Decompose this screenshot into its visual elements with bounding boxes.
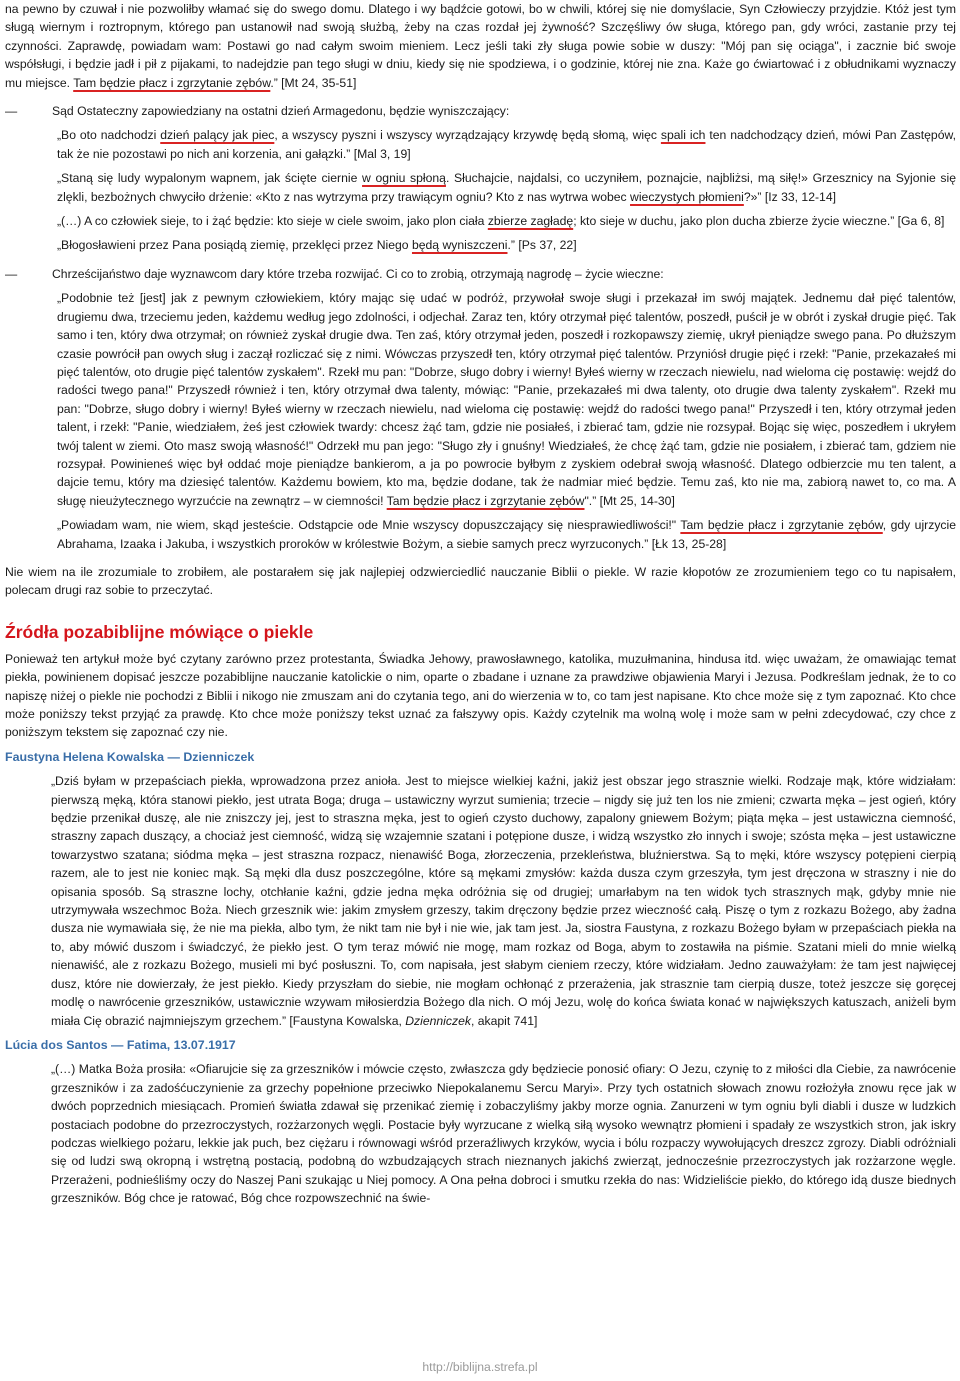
footer-url: http://biblijna.strefa.pl [422,1360,538,1374]
section-heading: Źródła pozabiblijne mówiące o piekle [5,621,314,642]
dash-bullet: — [5,104,18,119]
underlined-phrase: wieczystych płomieni [630,189,744,204]
quote-ga: „(…) A co człowiek sieje, to i żąć będzie: kto sieje w ciele swoim, jako plon ciała zbierze zagładę; kto sieje w duchu, jako plon ducha zbierze życie wieczne.” [Ga 6, 8] [57,214,945,229]
underlined-phrase: zbierze zagładę [487,214,574,229]
intro-paragraph: Ponieważ ten artykuł może być czytany zarówno przez protestanta, Świadka Jehowy, prawosławnego, katolika, muzułmanina, hindusa itd. więc uważam, że omawiając temat piekła, powinienem dopisać jeszcze pozabiblijne nauczanie katolickie o nim, oparte o zbadane i uznane za prawdziwe objawienia Maryi i Jezusa. Podkreślam jednak, że to co napiszę niżej o piekle nie pochodzi z Biblii i nikogo nie zmuszam ani do czytania tego, ani do wierzenia w to, co tam jest napisane. Kto chce może się z tym zapoznać. Kto chce może poniższy tekst przyjąć za prawdę. Kto chce może poniższy tekst uznać za fałszywy opis. Każdy czytelnik ma wolną wolę i może sam w pełni zdecydować, czy chce z poniższym tekstem się zapoznać czy nie. [5,651,956,740]
quote-ps: „Błogosławieni przez Pana posiądą ziemię, przeklęci przez Niego będą wyniszczeni.” [Ps 37, 22] [57,238,577,253]
lucia-heading: Lúcia dos Santos — Fatima, 13.07.1917 [5,1037,236,1052]
dash-bullet: — [5,266,18,281]
underlined-phrase: Tam będzie płacz i zgrzytanie zębów [386,493,585,508]
faustyna-heading: Faustyna Helena Kowalska — Dzienniczek [5,749,255,764]
underlined-phrase: w ogniu spłoną [362,171,446,186]
quote-lk13: „Powiadam wam, nie wiem, skąd jesteście. Odstąpcie ode Mnie wszyscy dopuszczający się niesprawiedliwości!" Tam będzie płacz i zgrzytanie zębów, gdy ujrzycie Abrahama, Izaaka i Jakuba, i wszystkich proroków w królestwie Bożym, a siebie samych precz wyrzuconych.” [Łk 13, 25-28] [57,518,956,551]
bullet-christianity: — Chrześcijaństwo daje wyznawcom dary które trzeba rozwijać. Ci co to zrobią, otrzymają nagrodę – życie wieczne: [17,265,956,283]
faustyna-quote: „Dziś byłam w przepaściach piekła, wprowadzona przez anioła. Jest to miejsce wielkiej kaźni, jakiż jest obszar jego strasznie wielki. Rodzaje mąk, które widziałam: pierwszą męką, która stanowi piekło, jest utrata Boga; druga – ustawiczny wyrzut sumienia; trzecie – nigdy się już ten los nie zmieni; czwarta męka – jest ogień, który będzie przenikał duszę, ale nie zniszczy jej, jest to straszna męka, jest to ogień czysto duchowy, zapalony gniewem Bożym; piąta męka – jest ustawiczna ciemność, straszny zapach duszący, a chociaż jest ciemność, widzą się wzajemnie szatani i potępione dusze, i widzą wszystko zło innych i swoje; szósta męka – jest ustawiczne towarzystwo szatana; siódma męka – jest straszna rozpacz, nienawiść Boga, złorzeczenia, przekleństwa, bluźnierstwa. Są to męki, które wszyscy potępieni cierpią razem, ale to jest nie koniec mąk. Są męki dla dusz poszczególne, które są mękami zmysłów: każda dusza czym grzeszyła, tym jest dręczona w straszny i nie do opisania sposób. Są straszne lochy, otchłanie kaźni, gdzie jedna męka odróżnia się od drugiej; umarłabym na ten widok tych strasznych mąk, gdyby mnie nie utrzymywała wszechmoc Boża. Niech grzesznik wie: jakim zmysłem grzeszy, takim dręczony będzie przez wieczność całą. Piszę o tym z rozkazu Bożego, aby żadna dusza nie wymawiała się, że nie ma piekła, albo tym, że nikt tam nie był i nie wie, jak tam jest. Ja, siostra Faustyna, z rozkazu Bożego byłam w przepaściach piekła na to, aby mówić duszom i świadczyć, że piekło jest. O tym teraz mówić nie mogę, mam rozkaz od Boga, abym to zostawiła na piśmie. Szatani mieli do mnie wielką nienawiść, ale z rozkazu Bożego, musieli mi być posłuszni. To, com napisała, jest słabym cieniem rzeczy, które widziałam. Jedno zauważyłam: że tam jest najwięcej dusz, które nie dowierzały, że jest piekło. Kiedy przyszłam do siebie, nie mogłam ochłonąć z przerażenia, jak strasznie tam cierpią dusze, toteż jeszcze się goręcej modlę o nawrócenie grzeszników, ustawicznie wzywam miłosierdzia Bożego dla nich. O mój Jezu, wolę do końca świata konać w największych katuszach, aniżeli bym miała Cię obrazić najmniejszym grzechem.” [Faustyna Kowalska, Dzienniczek, akapit 741] [51,774,956,1028]
quote-mt25: „Podobnie też [jest] jak z pewnym człowiekiem, który mając się udać w podróż, przywołał swoje sługi i przekazał im swój majątek. Jednemu dał pięć talentów, drugiemu dwa, trzeciemu jeden, każdemu według jego zdolności, i odjechał. Zaraz ten, który otrzymał pięć talentów, poszedł, puścił je w obrót i zyskał drugie pięć. Tak samo i ten, który dwa otrzymał; on również zyskał drugie dwa. Ten zaś, który otrzymał jeden, poszedł i rozkopawszy ziemię, ukrył pieniądze swego pana. Po dłuższym czasie powrócił pan owych sług i zaczął rozliczać się z nimi. Wówczas przyszedł ten, który otrzymał pięć talentów. Przyniósł drugie pięć i rzekł: "Panie, przekazałeś mi pięć talentów, oto drugie pięć talentów zyskałem". Rzekł mu pan: "Dobrze, sługo dobry i wierny! Byłeś wierny w rzeczach niewielu, nad wieloma cię postawię: wejdź do radości twego pana!" Przyszedł również i ten, który otrzymał dwa talenty, mówiąc: "Panie, przekazałeś mi dwa talenty, oto drugie dwa talenty zyskałem". Rzekł mu pan: "Dobrze, sługo dobry i wierny! Byłeś wierny w rzeczach niewielu, nad wieloma cię postawię: wejdź do radości twego pana!" Przyszedł i ten, który otrzymał jeden talent, i rzekł: "Panie, wiedziałem, żeś jest człowiek twardy: chcesz żąć tam, gdzie nie posiałeś, i zbierać tam, gdzie nie rozsypał. Bojąc się więc, poszedłem i ukryłem twój talent w ziemi. Oto masz swoją własność!" Odrzekł mu pan jego: "Sługo zły i gnuśny! Wiedziałeś, że chcę żąć tam, gdzie nie posiałem, i zbierać tam, gdziem nie rozsypał. Powinieneś więc był oddać moje pieniądze bankierom, a ja po powrocie byłbym z zyskiem odebrał swoją własność. Dlatego odbierzcie mu ten talent, a dajcie temu, który ma dziesięć talentów. Każdemu bowiem, kto ma, będzie dodane, tak że nadmiar mieć będzie. Temu zaś, kto nie ma, zabiorą nawet to, co ma. A sługę nieużytecznego wyrzućcie na zewnątrz – w ciemności! Tam będzie płacz i zgrzytanie zębów".” [Mt 25, 14-30] [57,291,956,508]
quote-iz: „Staną się ludy wypalonym wapnem, jak ścięte ciernie w ogniu spłoną. Słuchajcie, najdalsi, co uczyniłem, poznajcie, najbliżsi, mą siłę!» Grzesznicy na Syjonie się zlękli, bezbożnych chwyciło drżenie: «Kto z nas wytrzyma przy trawiącym ogniu? Kto z nas wytrwa wobec wieczystych płomieni?»” [Iz 33, 12-14] [57,171,956,204]
underlined-phrase: dzień palący jak piec [160,128,275,143]
underlined-phrase: będą wyniszczeni [411,238,508,253]
underlined-phrase: Tam będzie płacz i zgrzytanie zębów [680,518,883,533]
underlined-phrase: Tam będzie płacz i zgrzytanie zębów [73,75,271,90]
lucia-quote: „(…) Matka Boża prosiła: «Ofiarujcie się za grzeszników i mówcie często, zwłaszcza gdy będziecie ponosić ofiary: O Jezu, czynię to z miłości dla Ciebie, za nawrócenie grzeszników i za zadośćuczynienie za grzechy popełnione przeciwko Niepokalanemu Sercu Maryi». Przy tych ostatnich słowach znowu rozłożyła znowu ręce jak w dwóch poprzednich miesiącach. Promień światła zdawał się przenikać ziemię i zobaczyliśmy jakby morze ognia. Zanurzeni w tym ogniu byli diabli i dusze w ludzkich postaciach podobne do przezroczystych, rozżarzonych węgli. Postacie były wyrzucane z wielką siłą wysoko wewnątrz płomieni i spadały ze wszystkich stron, jak iskry podczas wielkiego pożaru, lekkie jak puch, bez ciężaru i równowagi wśród przeraźliwych krzyków, wycia i bólu rozpaczy wywołujących dreszcz zgrozy. Diabli odróżniali się od ludzi swą okropną i wstrętną postacią, podobną do wzbudzających strach nieznanych jakichś zwierząt, jednocześnie przezroczystych jak rozżarzone węgle. Przerażeni, podnieśliśmy oczy do Naszej Pani szukając u Niej pomocy. A Ona pełna dobroci i smutku rzekła do nas: Widzieliście piekło, do którego idą dusze biednych grzeszników. Bóg chce je ratować, Bóg chce rozpowszechnić na świe- [51,1062,956,1206]
paragraph-mt24: na pewno by czuwał i nie pozwoliłby włamać się do swego domu. Dlatego i wy bądźcie gotowi, bo w chwili, której się nie domyślacie, Syn Człowieczy przyjdzie. Któż jest tym sługą wiernym i roztropnym, którego pan ustanowił nad swoją służbą, żeby na czas rozdał jej żywność? Szczęśliwy ów sługa, którego pan, gdy wróci, zastanie przy tej czynności. Zaprawdę, powiadam wam: Postawi go nad całym swoim mieniem. Lecz jeśli taki zły sługa powie sobie w duszy: "Mój pan się ociąga", i zacznie bić swoje współsługi, i będzie jadł i pił z pijakami, to nadejdzie pan tego sługi w dniu, kiedy się nie spodziewa, i o godzinie, której nie zna. Każe go ćwiartować i z obłudnikami wyznaczy mu miejsce. Tam będzie płacz i zgrzytanie zębów.” [Mt 24, 35-51] [5,2,956,90]
closing-paragraph: Nie wiem na ile zrozumiale to zrobiłem, ale postarałem się jak najlepiej odzwierciedlić nauczanie Biblii o piekle. W razie kłopotów ze zrozumieniem tego co tu napisałem, polecam drugi raz sobie to przeczytać. [5,564,956,598]
bullet-last-judgment: — Sąd Ostateczny zapowiedziany na ostatni dzień Armagedonu, będzie wyniszczający: [17,102,956,120]
underlined-phrase: spali ich [660,128,706,143]
quote-mal: „Bo oto nadchodzi dzień palący jak piec, a wszyscy pyszni i wszyscy wyrządzający krzywdę będą słomą, więc spali ich ten nadchodzący dzień, mówi Pan Zastępów, tak że nie pozostawi po nich ani korzenia, ani gałązki.” [Mal 3, 19] [57,128,956,161]
document-page [5,0,956,1208]
